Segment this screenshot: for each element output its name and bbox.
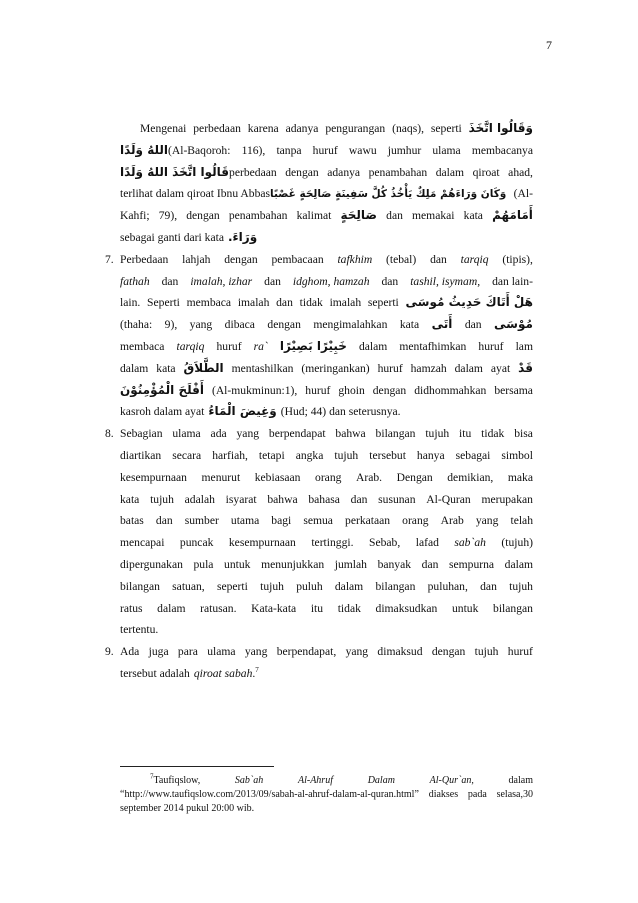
item9-line-1: 9. Ada juga para ulama yang berpendapat, yang dimaksud dengan tujuh huruf [120,641,533,663]
para1-line-6: sebagai ganti dari kata وَرَاءَ. [120,227,533,249]
item8-line-5: batas dan sumber utama bagi semua perkataan orang Arab yang telah [120,514,533,528]
para1-line-1: Mengenai perbedaan karena adanya pengurangan (naqs), seperti وَقَالُوا اتَّخَذَ [120,118,533,140]
item8-line-3: kesempurnaan menurut kebiasaan orang Arab. Dengan demikian, maka [120,470,533,484]
item8-line-2: diartikan secara harfiah, tetapi angka tujuh tersebut hanya sebagai simbol [120,448,533,462]
arabic-text: قَدْ [518,360,533,375]
item8-line-4: kata tujuh adalah isyarat bahwa bahasa dan susunan Al-Quran merupakan [120,492,533,506]
item8-line-1: 8. Sebagian ulama ada yang berpendapat bahwa bilangan tujuh itu tidak bisa [120,423,533,445]
arabic-text: أَفْلَحَ الْمُؤْمِنُوْنَ [120,382,204,397]
list-number: 7. [105,252,114,266]
item8-line-10: tertentu. [120,623,159,637]
footnote-divider [120,766,274,767]
para1-line-2: اللهُ وَلَدًا(Al-Baqoroh: 116), tanpa huruf wawu jumhur ulama membacanya [120,142,533,157]
para1-line-5: Kahfi; 79), dengan penambahan kalimat صَالِحَةٍ dan memakai kata أَمَامَهُمْ [120,205,533,227]
item7-line-2: fathah dan imalah, izhar dan idghom, hamzah dan tashil, isymam, dan lain- [120,274,533,288]
item9-line-2: tersebut adalah qiroat sabah.$^7$ [120,666,259,680]
item7-line-7: أَفْلَحَ الْمُؤْمِنُوْنَ (Al-mukminun:1), huruf ghoin dengan didhommahkan bersama [120,380,533,402]
item8-line-9: ratus dalam ratusan. Kata-kata itu tidak dimaksudkan untuk bilangan [120,601,533,615]
list-number: 9. [105,645,114,659]
main-text [105,118,533,685]
item8-line-6: mencapai puncak kesempurnaan tertinggi. Sebab, lafad sab`ah (tujuh) [120,536,533,550]
item7-line-1: 7. Perbedaan lahjah dengan pembacaan tafkhim (tebal) dan tarqiq (tipis), [120,249,533,271]
arabic-text: هَلْ أَتَاكَ حَدِيثُ مُوسَى [405,295,533,310]
item7-line-6: dalam kata الطَّلاَقُ mentashilkan (meringankan) huruf hamzah dalam ayat قَدْ [120,358,533,380]
item8-line-8: bilangan satuan, seperti tujuh puluh dalam bilangan puluhan, dan tujuh [120,579,533,593]
item7-line-8: kasroh dalam ayat وَغِيضَ الْمَاءُ (Hud; 44) dan seterusnya. [120,401,533,423]
footnote [120,774,533,816]
footnote-link[interactable]: “http://www.taufiqslow.com/2013/09/sabah-al-ahruf-dalam-al-quran.html” [120,789,419,800]
item7-line-3: lain. Seperti membaca imalah dan tidak imalah seperti هَلْ أَتَاكَ حَدِيثُ مُوسَى [120,292,533,314]
arabic-text: صَالِحَةٍ [340,208,378,223]
item7-line-5: membaca tarqiq huruf ra` خَبِيْرًا بَصِيْرًا dalam mentafhimkan huruf lam [120,336,533,358]
footnote-ref[interactable]: 7 [255,666,259,675]
list-number: 8. [105,427,114,441]
arabic-text: وَكَانَ وَرَاءَهُمْ مَلِكٌ يَأْخُذُ كُلَّ سَفِينَةٍ صَالِحَةٍ غَصْبًا [270,188,507,201]
arabic-text: الطَّلاَقُ [183,360,224,375]
item7-line-4: (thaha: 9), yang dibaca dengan mengimalahkan kata أَتَى dan مُوْسَى [120,314,533,336]
footnote-line-2: “http://www.taufiqslow.com/2013/09/sabah-al-ahruf-dalam-al-quran.html” diakses pada selasa,30 [120,789,533,800]
arabic-text: أَتَى [431,317,453,332]
footnote-line-1: $^7$Taufiqslow, Sab`ah Al-Ahruf Dalam Al-Qur`an, dalam [150,772,533,786]
para1-line-4: terlihat dalam qiroat Ibnu Abbasوَكَانَ وَرَاءَهُمْ مَلِكٌ يَأْخُذُ كُلَّ سَفِينَةٍ صَالِحَةٍ غَصْبًا (Al- [120,187,533,201]
arabic-text: وَرَاءَ. [227,229,258,244]
item8-line-7: dipergunakan pula untuk menunjukkan jumlah banyak dan sempurna dalam [120,557,533,571]
para1-line-3: قَالُوا اتَّخَذَ اللهُ وَلَدًاperbedaan dengan adanya penambahan dalam qiroat ahad, [120,164,533,179]
arabic-text: أَمَامَهُمْ [492,208,533,223]
arabic-text: قَالُوا اتَّخَذَ اللهُ وَلَدًا [120,164,230,179]
arabic-text: وَغِيضَ الْمَاءُ [208,404,277,419]
page-number: 7 [546,38,552,52]
arabic-text: وَقَالُوا اتَّخَذَ [468,121,533,135]
arabic-text: اللهُ وَلَدًا [120,142,168,157]
arabic-text: خَبِيْرًا بَصِيْرًا [279,338,347,353]
arabic-text: مُوْسَى [494,317,533,332]
footnote-line-3: september 2014 pukul 20:00 wib. [120,803,255,814]
